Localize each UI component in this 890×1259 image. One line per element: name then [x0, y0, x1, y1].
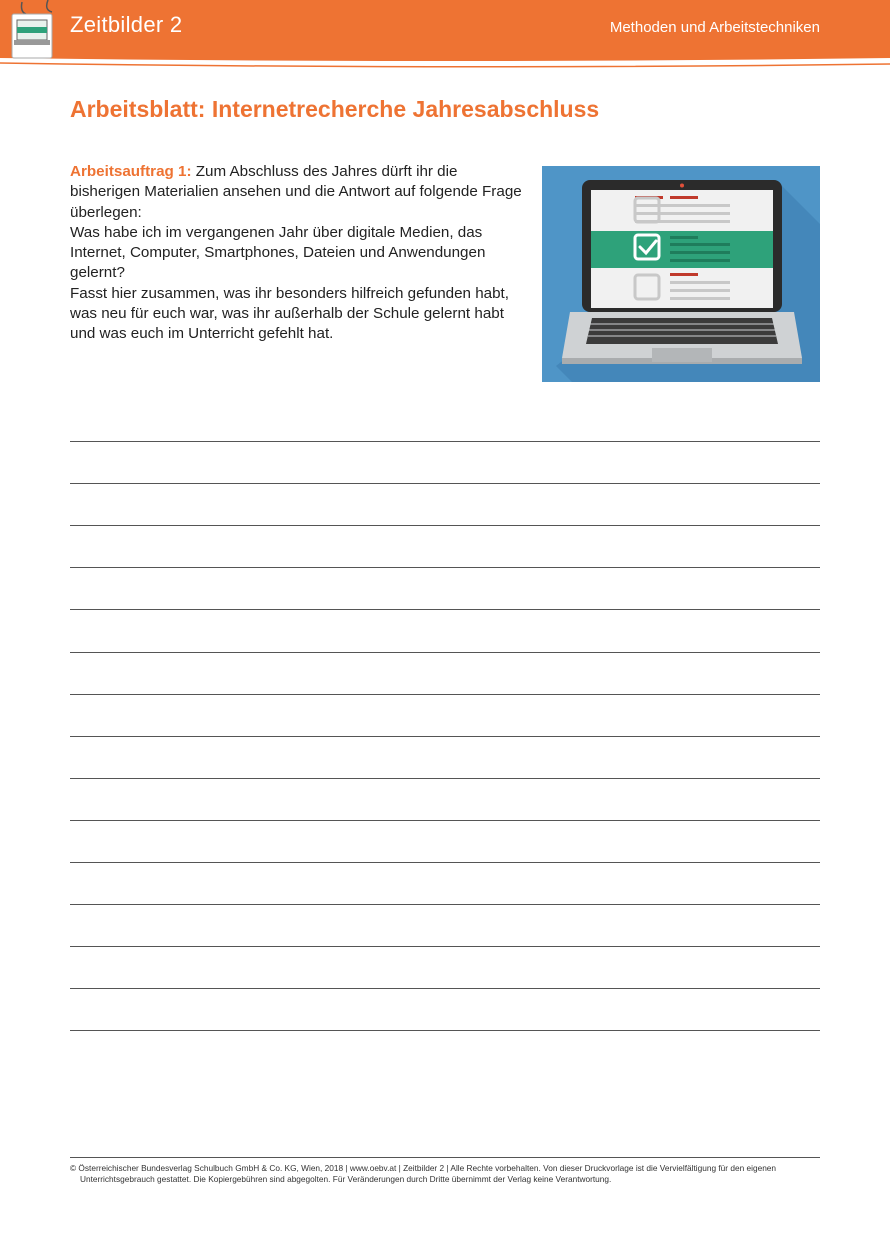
page-header: [0, 0, 890, 70]
writing-line: [70, 609, 820, 610]
footer-rule: [70, 1157, 820, 1158]
writing-line: [70, 1030, 820, 1031]
task-instruction: Fasst hier zusammen, was ihr besonders hilfreich gefunden habt, was neu für euch war, was ihr außerhalb der Schule gelernt habt und was euch im Unterricht gefehlt hat.: [70, 284, 509, 343]
writing-line: [70, 525, 820, 526]
laptop-checklist-icon: [542, 166, 820, 382]
writing-line: [70, 652, 820, 653]
task-intro: Zum Abschluss des Jahres dürft ihr die bisherigen Materialien ansehen und die Antwort auf folgende Frage überlegen:: [70, 163, 522, 221]
writing-line: [70, 820, 820, 821]
writing-line: [70, 694, 820, 695]
laptop-checklist-sketch-icon: [0, 0, 60, 62]
section-label: Methoden und Arbeitstechniken: [609, 19, 820, 36]
worksheet-title: Arbeitsblatt: Internetrecherche Jahresabschluss: [70, 96, 600, 122]
brand-title: Zeitbilder 2: [70, 12, 183, 37]
writing-line: [70, 988, 820, 989]
writing-line: [70, 567, 820, 568]
writing-line: [70, 946, 820, 947]
writing-line: [70, 904, 820, 905]
footer-copyright: © Österreichischer Bundesverlag Schulbuch GmbH & Co. KG, Wien, 2018 | www.oebv.at | Zeitbilder 2 | Alle Rechte vorbehalten. Von dieser Druckvorlage ist die Vervielfältigung für den eigenen: [70, 1163, 777, 1173]
writing-line: [70, 862, 820, 863]
writing-line: [70, 778, 820, 779]
footer-notice: Unterrichtsgebrauch gestattet. Die Kopiergebühren sind abgegolten. Für Veränderungen durch Dritte übernimmt der Verlag keine Verantwortung.: [80, 1174, 612, 1184]
writing-line: [70, 736, 820, 737]
task-intro-paragraph: [70, 162, 530, 223]
task-label: Arbeitsauftrag 1:: [70, 163, 192, 180]
writing-line: [70, 441, 820, 442]
writing-line: [70, 483, 820, 484]
task-question: Was habe ich im vergangenen Jahr über digitale Medien, das Internet, Computer, Smartphones, Dateien und Anwendungen gelernt?: [70, 223, 486, 282]
task-block: [70, 162, 530, 345]
footer: [70, 1163, 820, 1185]
